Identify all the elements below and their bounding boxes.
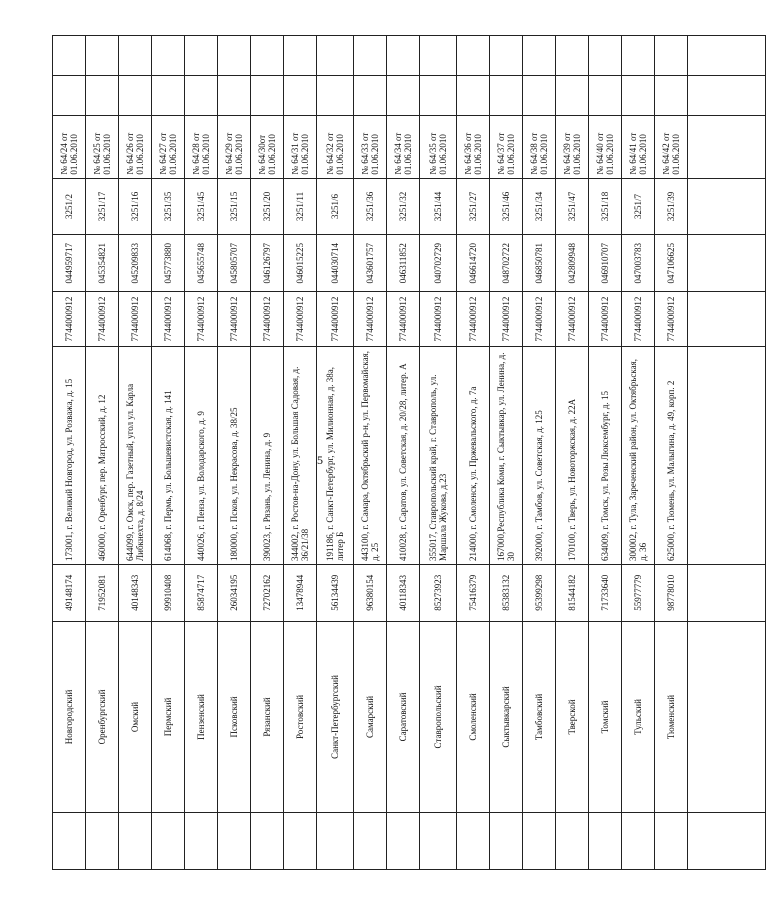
bik-cell: 046015225 — [284, 235, 317, 292]
region-cell: Тамбовский — [523, 621, 556, 813]
empty-cell — [387, 75, 420, 115]
code-cell: 99910408 — [152, 564, 185, 621]
inn-cell: 7744000912 — [218, 292, 251, 347]
document-cell: № 64/33 от 01.06.2010 — [354, 115, 387, 178]
empty-cell — [523, 75, 556, 115]
empty-cell — [53, 36, 86, 76]
empty-cell — [655, 813, 688, 870]
bik-cell: 045209833 — [119, 235, 152, 292]
code-cell: 95399298 — [523, 564, 556, 621]
empty-cell — [251, 36, 284, 76]
number-cell: 3251/20 — [251, 178, 284, 235]
empty-cell — [86, 36, 119, 76]
document-cell: № 64/36 от 01.06.2010 — [457, 115, 490, 178]
inn-cell: 7744000912 — [86, 292, 119, 347]
bik-cell: 047106625 — [655, 235, 688, 292]
empty-cell — [284, 813, 317, 870]
document-cell: № 64/30от 01.06.2010 — [251, 115, 284, 178]
address-cell: 191186, г. Санкт-Петербург, ул. Милионная, д. 38а, литер Б — [317, 347, 354, 565]
inn-cell: 7744000912 — [119, 292, 152, 347]
number-cell: 3251/47 — [556, 178, 589, 235]
empty-cell — [622, 813, 655, 870]
empty-cell — [655, 75, 688, 115]
number-cell: 3251/15 — [218, 178, 251, 235]
bik-cell: 045655748 — [185, 235, 218, 292]
empty-cell — [218, 813, 251, 870]
empty-cell — [284, 75, 317, 115]
region-cell: Пензенский — [185, 621, 218, 813]
empty-cell — [655, 36, 688, 76]
inn-cell: 7744000912 — [589, 292, 622, 347]
document-cell: № 64/32 от 01.06.2010 — [317, 115, 354, 178]
empty-cell — [622, 75, 655, 115]
document-cell: № 64/41 от 01.06.2010 — [622, 115, 655, 178]
region-cell: Тюменский — [655, 621, 688, 813]
empty-cell — [317, 75, 354, 115]
document-cell: № 64/40 от 01.06.2010 — [589, 115, 622, 178]
code-cell: 75416379 — [457, 564, 490, 621]
empty-cell — [688, 115, 766, 178]
region-cell: Санкт-Петербургский — [317, 621, 354, 813]
address-cell: 214000, г. Смоленск, ул. Пржевальского, д. 7а — [457, 347, 490, 565]
number-cell: 3251/46 — [490, 178, 523, 235]
empty-cell — [420, 813, 457, 870]
address-cell: 344002, г. Ростов-на-Дону, ул. Большая Садовая, д. 36/21/38 — [284, 347, 317, 565]
inn-cell: 7744000912 — [523, 292, 556, 347]
inn-cell: 7744000912 — [185, 292, 218, 347]
document-cell: № 64/35 от 01.06.2010 — [420, 115, 457, 178]
bik-cell: 046850781 — [523, 235, 556, 292]
region-cell: Сыктывкарский — [490, 621, 523, 813]
address-cell: 634009, г. Томск, ул. Розы Люксембург, д. 15 — [589, 347, 622, 565]
number-cell: 3251/44 — [420, 178, 457, 235]
empty-cell — [688, 36, 766, 76]
empty-cell — [86, 813, 119, 870]
empty-cell — [152, 75, 185, 115]
number-cell: 3251/11 — [284, 178, 317, 235]
document-cell: № 64/28 от 01.06.2010 — [185, 115, 218, 178]
address-cell: 180000, г. Псков, ул. Некрасова, д. 38/25 — [218, 347, 251, 565]
number-cell: 3251/35 — [152, 178, 185, 235]
empty-cell — [688, 292, 766, 347]
empty-cell — [688, 178, 766, 235]
region-cell: Самарский — [354, 621, 387, 813]
bik-cell: 046126797 — [251, 235, 284, 292]
empty-cell — [688, 813, 766, 870]
address-cell: 355017, Ставропольский край, г. Ставрополь, ул. Маршала Жукова, д.23 — [420, 347, 457, 565]
empty-cell — [119, 36, 152, 76]
region-cell: Тверской — [556, 621, 589, 813]
empty-cell — [119, 813, 152, 870]
number-cell: 3251/17 — [86, 178, 119, 235]
code-cell: 85273923 — [420, 564, 457, 621]
bik-cell: 047003783 — [622, 235, 655, 292]
address-cell: 300002, г. Тула, Зареченский район, ул. Октябрьская, д. 36 — [622, 347, 655, 565]
empty-cell — [589, 813, 622, 870]
inn-cell: 7744000912 — [420, 292, 457, 347]
code-cell: 26034195 — [218, 564, 251, 621]
empty-cell — [53, 813, 86, 870]
address-cell: 167000,Республика Коми, г. Сыктывкар, ул. Ленина, д. 30 — [490, 347, 523, 565]
bik-cell: 043601757 — [354, 235, 387, 292]
document-cell: № 64/27 от 01.06.2010 — [152, 115, 185, 178]
empty-cell — [387, 813, 420, 870]
code-cell: 71952081 — [86, 564, 119, 621]
region-cell: Ставропольский — [420, 621, 457, 813]
empty-cell — [284, 36, 317, 76]
bik-cell: 040702729 — [420, 235, 457, 292]
empty-cell — [457, 75, 490, 115]
address-cell: 644099, г. Омск, пер. Газетный, угол ул. Карла Либкнехта, д. 8/24 — [119, 347, 152, 565]
code-cell: 96380154 — [354, 564, 387, 621]
address-cell: 173001, г. Великий Новгород, ул. Розважа, д. 15 — [53, 347, 86, 565]
code-cell: 56134439 — [317, 564, 354, 621]
inn-cell: 7744000912 — [317, 292, 354, 347]
inn-cell: 7744000912 — [457, 292, 490, 347]
inn-cell: 7744000912 — [284, 292, 317, 347]
inn-cell: 7744000912 — [53, 292, 86, 347]
inn-cell: 7744000912 — [556, 292, 589, 347]
empty-cell — [622, 36, 655, 76]
empty-cell — [490, 36, 523, 76]
number-cell: 3251/32 — [387, 178, 420, 235]
code-cell: 85383132 — [490, 564, 523, 621]
empty-cell — [53, 75, 86, 115]
empty-cell — [523, 36, 556, 76]
bik-cell: 045773880 — [152, 235, 185, 292]
empty-cell — [185, 36, 218, 76]
address-cell: 614068, г. Пермь, ул. Большевистская, д. 141 — [152, 347, 185, 565]
bik-cell: 045354821 — [86, 235, 119, 292]
page-number: 5 — [317, 453, 323, 467]
empty-cell — [251, 813, 284, 870]
empty-cell — [589, 75, 622, 115]
empty-cell — [317, 813, 354, 870]
address-cell: 460000, г. Оренбург, пер. Матросский, д. 12 — [86, 347, 119, 565]
empty-cell — [354, 36, 387, 76]
region-cell: Новгородский — [53, 621, 86, 813]
region-cell: Рязанский — [251, 621, 284, 813]
bik-cell: 044030714 — [317, 235, 354, 292]
number-cell: 3251/39 — [655, 178, 688, 235]
empty-cell — [556, 36, 589, 76]
code-cell: 40148343 — [119, 564, 152, 621]
branch-table — [52, 35, 766, 870]
empty-cell — [457, 813, 490, 870]
number-cell: 3251/36 — [354, 178, 387, 235]
number-cell: 3251/34 — [523, 178, 556, 235]
document-cell: № 64/38 от 01.06.2010 — [523, 115, 556, 178]
empty-cell — [251, 75, 284, 115]
empty-cell — [86, 75, 119, 115]
region-cell: Тульский — [622, 621, 655, 813]
code-cell: 81544182 — [556, 564, 589, 621]
empty-cell — [457, 36, 490, 76]
empty-cell — [490, 813, 523, 870]
empty-cell — [354, 813, 387, 870]
code-cell: 72702162 — [251, 564, 284, 621]
address-cell: 392000, г. Тамбов, ул. Советская, д. 125 — [523, 347, 556, 565]
empty-cell — [218, 36, 251, 76]
address-cell: 410028, г. Саратов, ул. Советская, д. 20/28, литер. А — [387, 347, 420, 565]
bik-cell: 046614720 — [457, 235, 490, 292]
empty-cell — [490, 75, 523, 115]
bik-cell: 048702722 — [490, 235, 523, 292]
address-cell: 170100, г. Тверь, ул. Новоторжская, д. 22А — [556, 347, 589, 565]
empty-cell — [185, 75, 218, 115]
empty-cell — [420, 36, 457, 76]
address-cell: 625000, г. Тюмень, ул. Малыгина, д. 49, корп. 2 — [655, 347, 688, 565]
code-cell: 55977779 — [622, 564, 655, 621]
empty-cell — [688, 75, 766, 115]
region-cell: Смоленский — [457, 621, 490, 813]
inn-cell: 7744000912 — [251, 292, 284, 347]
inn-cell: 7744000912 — [354, 292, 387, 347]
address-cell: 443100, г. Самара, Октябрьский р-н, ул. Первомайская, д. 25 — [354, 347, 387, 565]
empty-cell — [317, 36, 354, 76]
bik-cell: 046311852 — [387, 235, 420, 292]
code-cell: 85874717 — [185, 564, 218, 621]
region-cell: Саратовский — [387, 621, 420, 813]
number-cell: 3251/7 — [622, 178, 655, 235]
empty-cell — [119, 75, 152, 115]
empty-cell — [556, 813, 589, 870]
empty-cell — [688, 621, 766, 813]
document-cell: № 64/25 от 01.06.2010 — [86, 115, 119, 178]
number-cell: 3251/18 — [589, 178, 622, 235]
number-cell: 3251/6 — [317, 178, 354, 235]
inn-cell: 7744000912 — [622, 292, 655, 347]
region-cell: Томский — [589, 621, 622, 813]
empty-cell — [523, 813, 556, 870]
empty-cell — [218, 75, 251, 115]
document-cell: № 64/26 от 01.06.2010 — [119, 115, 152, 178]
inn-cell: 7744000912 — [387, 292, 420, 347]
bik-cell: 044959717 — [53, 235, 86, 292]
bik-cell: 046910707 — [589, 235, 622, 292]
code-cell: 71733640 — [589, 564, 622, 621]
region-cell: Оренбургский — [86, 621, 119, 813]
empty-cell — [556, 75, 589, 115]
empty-cell — [688, 235, 766, 292]
code-cell: 98778010 — [655, 564, 688, 621]
empty-cell — [152, 813, 185, 870]
number-cell: 3251/27 — [457, 178, 490, 235]
document-cell: № 64/29 от 01.06.2010 — [218, 115, 251, 178]
code-cell: 13478944 — [284, 564, 317, 621]
code-cell: 40118343 — [387, 564, 420, 621]
empty-cell — [185, 813, 218, 870]
document-cell: № 64/24 от 01.06.2010 — [53, 115, 86, 178]
bik-cell: 045805707 — [218, 235, 251, 292]
code-cell: 49148174 — [53, 564, 86, 621]
inn-cell: 7744000912 — [490, 292, 523, 347]
document-cell: № 64/39 от 01.06.2010 — [556, 115, 589, 178]
document-cell: № 64/37 от 01.06.2010 — [490, 115, 523, 178]
empty-cell — [387, 36, 420, 76]
empty-cell — [688, 564, 766, 621]
document-cell: № 64/31 от 01.06.2010 — [284, 115, 317, 178]
region-cell: Омский — [119, 621, 152, 813]
inn-cell: 7744000912 — [655, 292, 688, 347]
empty-cell — [354, 75, 387, 115]
inn-cell: 7744000912 — [152, 292, 185, 347]
region-cell: Пермский — [152, 621, 185, 813]
address-cell: 440026, г. Пенза, ул. Володарского, д. 9 — [185, 347, 218, 565]
bik-cell: 042809948 — [556, 235, 589, 292]
document-cell: № 64/34 от 01.06.2010 — [387, 115, 420, 178]
number-cell: 3251/45 — [185, 178, 218, 235]
region-cell: Ростовский — [284, 621, 317, 813]
empty-cell — [420, 75, 457, 115]
empty-cell — [152, 36, 185, 76]
empty-cell — [688, 347, 766, 565]
number-cell: 3251/16 — [119, 178, 152, 235]
number-cell: 3251/2 — [53, 178, 86, 235]
document-cell: № 64/42 от 01.06.2010 — [655, 115, 688, 178]
region-cell: Псковский — [218, 621, 251, 813]
empty-cell — [589, 36, 622, 76]
address-cell: 390023, г. Рязань, ул. Ленина, д. 9 — [251, 347, 284, 565]
